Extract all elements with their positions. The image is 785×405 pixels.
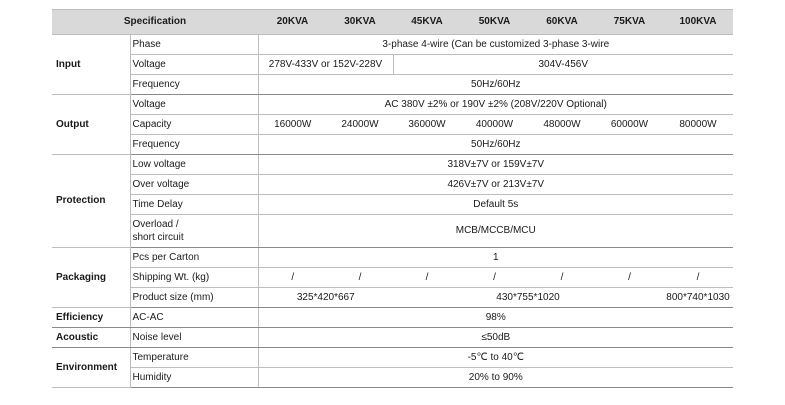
table-row xyxy=(52,328,733,348)
group-environment: Environment xyxy=(52,348,130,388)
weight-value: / xyxy=(461,268,528,288)
weight-value: / xyxy=(393,268,461,288)
param-label: Phase xyxy=(130,35,258,55)
param-label: Over voltage xyxy=(130,175,258,195)
table-row xyxy=(52,155,733,175)
group-efficiency: Efficiency xyxy=(52,308,130,328)
param-value: MCB/MCCB/MCU xyxy=(258,215,733,248)
table-row xyxy=(52,348,733,368)
spec-table xyxy=(52,9,733,388)
param-label: Voltage xyxy=(130,55,258,75)
group-packaging: Packaging xyxy=(52,248,130,308)
table-row xyxy=(52,175,733,195)
capacity-value: 36000W xyxy=(393,115,461,135)
table-row xyxy=(52,75,733,95)
param-label: Humidity xyxy=(130,368,258,388)
param-label: Shipping Wt. (kg) xyxy=(130,268,258,288)
header-model: 30KVA xyxy=(327,10,393,35)
param-label: Frequency xyxy=(130,135,258,155)
table-row xyxy=(52,195,733,215)
group-output: Output xyxy=(52,95,130,155)
param-label: Capacity xyxy=(130,115,258,135)
group-acoustic: Acoustic xyxy=(52,328,130,348)
param-value: 304V-456V xyxy=(393,55,733,75)
header-row xyxy=(52,10,733,35)
param-value: 50Hz/60Hz xyxy=(258,75,733,95)
param-value: 426V±7V or 213V±7V xyxy=(258,175,733,195)
table-row xyxy=(52,248,733,268)
table-row xyxy=(52,288,733,308)
capacity-value: 40000W xyxy=(461,115,528,135)
param-value: 3-phase 4-wire (Can be customized 3-phase 3-wire xyxy=(258,35,733,55)
table-row xyxy=(52,115,733,135)
weight-value: / xyxy=(596,268,663,288)
group-protection: Protection xyxy=(52,155,130,248)
capacity-value: 24000W xyxy=(327,115,393,135)
weight-value: / xyxy=(258,268,327,288)
weight-value: / xyxy=(327,268,393,288)
capacity-value: 80000W xyxy=(663,115,733,135)
overload-label-line: Overload / xyxy=(132,219,179,230)
param-value: ≤50dB xyxy=(258,328,733,348)
weight-value: / xyxy=(528,268,596,288)
table-row xyxy=(52,308,733,328)
capacity-value: 60000W xyxy=(596,115,663,135)
overload-label-line: short circuit xyxy=(132,232,184,243)
param-value: 278V-433V or 152V-228V xyxy=(258,55,393,75)
header-model: 20KVA xyxy=(258,10,327,35)
param-label: Noise level xyxy=(130,328,258,348)
param-value: 98% xyxy=(258,308,733,328)
table-row xyxy=(52,35,733,55)
capacity-value: 48000W xyxy=(528,115,596,135)
table-row xyxy=(52,55,733,75)
param-label: Voltage xyxy=(130,95,258,115)
param-label: Pcs per Carton xyxy=(130,248,258,268)
group-input: Input xyxy=(52,35,130,95)
param-label: AC-AC xyxy=(130,308,258,328)
param-label: Low voltage xyxy=(130,155,258,175)
param-value: -5℃ to 40℃ xyxy=(258,348,733,368)
header-model: 100KVA xyxy=(663,10,733,35)
param-label: Frequency xyxy=(130,75,258,95)
param-label: Temperature xyxy=(130,348,258,368)
table-row xyxy=(52,215,733,248)
capacity-value: 16000W xyxy=(258,115,327,135)
table-row xyxy=(52,268,733,288)
header-model: 50KVA xyxy=(461,10,528,35)
header-model: 75KVA xyxy=(596,10,663,35)
weight-value: / xyxy=(663,268,733,288)
param-value: 20% to 90% xyxy=(258,368,733,388)
param-value: 325*420*667 xyxy=(258,288,393,308)
header-model: 60KVA xyxy=(528,10,596,35)
header-specification: Specification xyxy=(52,10,258,35)
table-row xyxy=(52,95,733,115)
param-value: AC 380V ±2% or 190V ±2% (208V/220V Optional) xyxy=(258,95,733,115)
table-row xyxy=(52,135,733,155)
param-value: 318V±7V or 159V±7V xyxy=(258,155,733,175)
spec-table-container xyxy=(52,9,733,388)
param-label: Time Delay xyxy=(130,195,258,215)
param-label xyxy=(130,215,258,248)
param-value: 430*755*1020 xyxy=(393,288,663,308)
table-row xyxy=(52,368,733,388)
header-model: 45KVA xyxy=(393,10,461,35)
param-value: Default 5s xyxy=(258,195,733,215)
param-label: Product size (mm) xyxy=(130,288,258,308)
param-value: 1 xyxy=(258,248,733,268)
param-value: 50Hz/60Hz xyxy=(258,135,733,155)
param-value: 800*740*1030 xyxy=(663,288,733,308)
